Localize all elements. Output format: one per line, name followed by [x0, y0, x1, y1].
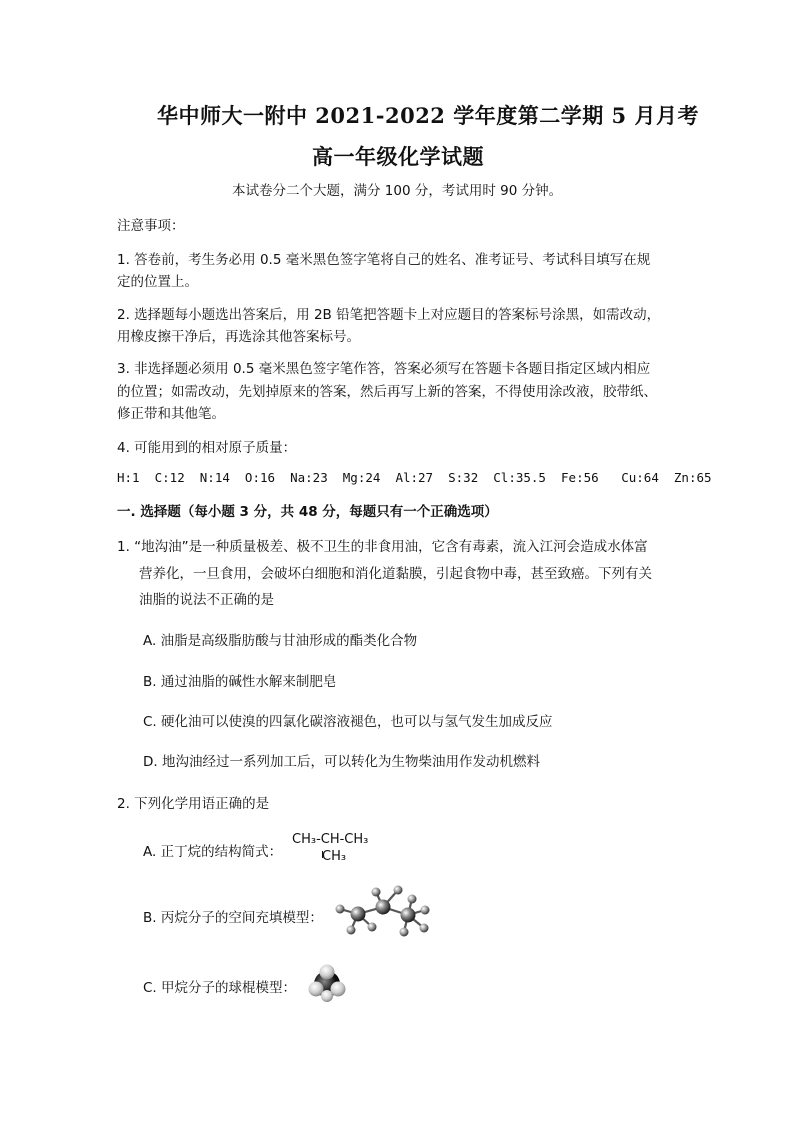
atomic-masses: H:1 C:12 N:14 O:16 Na:23 Mg:24 Al:27 S:32 Cl:35.5 Fe:56 Cu:64 Zn:65: [117, 470, 712, 485]
exam-title-line1: 华中师大一附中 2021-2022 学年度第二学期 5 月月考: [157, 103, 699, 128]
note-1-line2: 定的位置上。: [117, 274, 198, 290]
section1-heading: 一. 选择题（每小题 3 分，共 48 分，每题只有一个正确选项）: [117, 504, 498, 520]
q1-option-d: D. 地沟油经过一系列加工后，可以转化为生物柴油用作发动机燃料: [143, 754, 540, 770]
exam-title-line2: 高一年级化学试题: [312, 144, 484, 169]
q2-option-b: B. 丙烷分子的空间充填模型：: [143, 910, 323, 926]
q1-stem-line1: 1. “地沟油”是一种质量极差、极不卫生的非食用油，它含有毒素，流入江河会造成水体富: [117, 539, 648, 555]
q2-option-a: A. 正丁烷的结构简式：: [143, 844, 283, 860]
q1-option-c: C. 硬化油可以使溴的四氯化碳溶液褪色，也可以与氢气发生加成反应: [143, 714, 553, 730]
q1-option-a: A. 油脂是高级脂肪酸与甘油形成的酯类化合物: [143, 633, 418, 649]
note-4: 4. 可能用到的相对原子质量：: [117, 440, 297, 456]
note-2-line2: 用橡皮擦干净后，再选涂其他答案标号。: [117, 329, 360, 345]
note-2-line1: 2. 选择题每小题选出答案后，用 2B 铅笔把答题卡上对应题目的答案标号涂黑，如需改动，: [117, 307, 661, 323]
q1-stem-line3: 油脂的说法不正确的是: [139, 592, 274, 608]
notes-heading: 注意事项：: [117, 218, 185, 234]
q1-stem-line2: 营养化，一旦食用，会破坏白细胞和消化道黏膜，引起食物中毒，甚至致癌。下列有关: [139, 566, 652, 582]
note-3-line1: 3. 非选择题必须用 0.5 毫米黑色签字笔作答，答案必须写在答题卡各题目指定区域内相应: [117, 361, 651, 377]
butane-formula-main: CH₃-CH-CH₃: [292, 832, 369, 847]
propane-space-filling-model: [328, 882, 438, 942]
q2-option-c: C. 甲烷分子的球棍模型：: [143, 980, 297, 996]
exam-subtitle: 本试卷分二个大题，满分 100 分，考试用时 90 分钟。: [232, 183, 563, 199]
note-1-line1: 1. 答卷前，考生务必用 0.5 毫米黑色签字笔将自己的姓名、准考证号、考试科目填写在规: [117, 252, 651, 268]
q2-stem: 2. 下列化学用语正确的是: [117, 796, 270, 812]
note-3-line3: 修正带和其他笔。: [117, 406, 225, 422]
methane-ball-stick-model: [303, 962, 351, 1006]
q1-option-b: B. 通过油脂的碱性水解来制肥皂: [143, 674, 337, 690]
butane-formula-branch: CH₃: [322, 849, 347, 864]
note-3-line2: 的位置；如需改动，先划掉原来的答案，然后再写上新的答案，不得使用涂改液，胶带纸、: [117, 384, 657, 400]
